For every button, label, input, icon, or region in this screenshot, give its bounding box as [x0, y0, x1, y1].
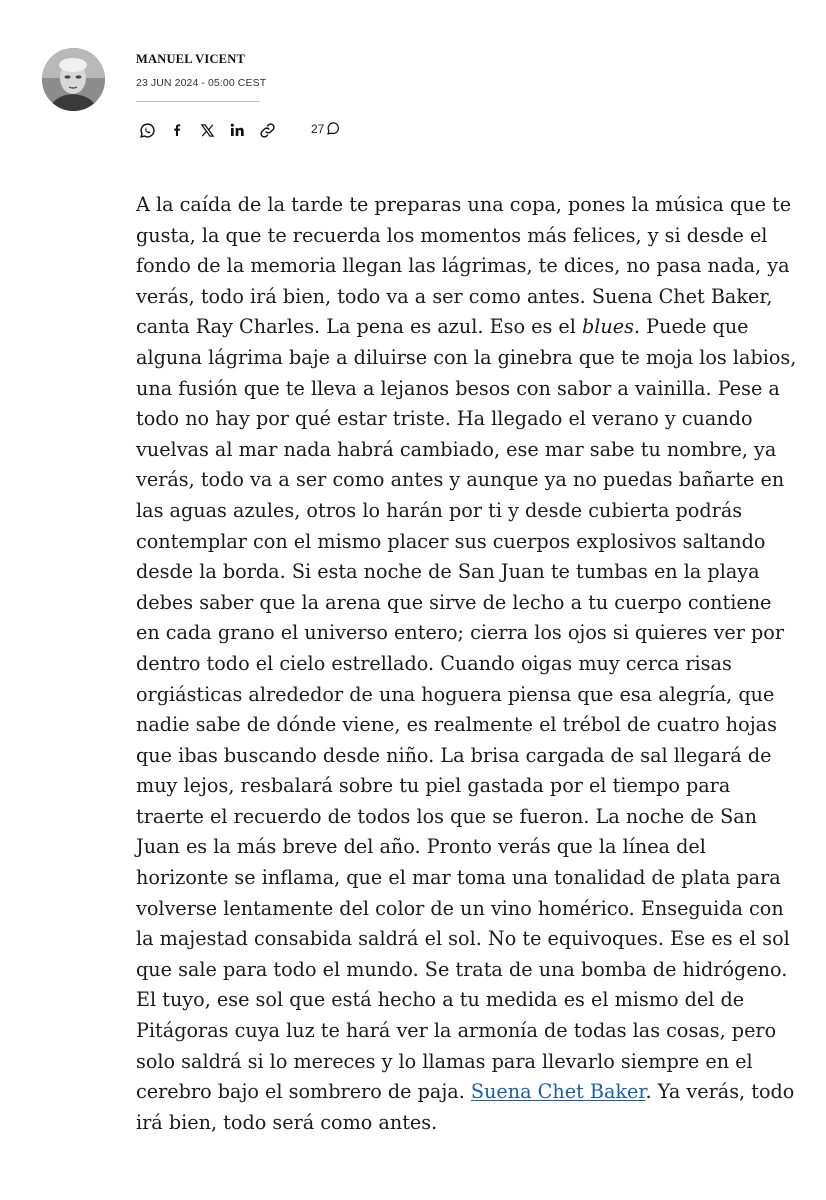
linkedin-icon[interactable] [227, 120, 247, 140]
article-text-part-1: A la caída de la tarde te preparas una copa, pones la música que te gusta, la que te recuerda los momentos más felices, y si desde el fondo de la memoria llegan las lágrimas, te dices, no pasa nada, ya verás, todo irá bien, todo va a ser como antes. Suena Chet Baker, canta Ray Charles. La pena es azul. Eso es el [136, 193, 792, 339]
article-emphasis: blues [582, 315, 634, 339]
publish-date: 23 JUN 2024 - 05:00 CEST [136, 77, 267, 89]
comment-count: 27 [311, 121, 325, 136]
author-photo [42, 48, 105, 111]
whatsapp-icon[interactable] [137, 120, 157, 140]
facebook-icon[interactable] [167, 120, 187, 140]
article-body [136, 190, 801, 1138]
share-bar [137, 119, 287, 141]
author-avatar[interactable] [42, 48, 105, 111]
comments-button[interactable] [311, 121, 341, 136]
link-icon[interactable] [257, 120, 277, 140]
meta-divider [136, 101, 260, 102]
comment-bubble-icon [326, 121, 341, 136]
article-text-part-3: . Ya verás, todo irá bien, todo será como antes. [136, 1080, 795, 1134]
suena-chet-baker-link[interactable]: Suena Chet Baker [470, 1080, 646, 1104]
x-icon[interactable] [197, 120, 217, 140]
author-name[interactable]: MANUEL VICENT [136, 52, 245, 66]
article-text-part-2: . Puede que alguna lágrima baje a diluirse con la ginebra que te moja los labios, una fusión que te lleva a lejanos besos con sabor a vainilla. Pese a todo no hay por qué estar triste. Ha llegado el verano y cuando vuelvas al mar nada habrá cambiado, ese mar sabe tu nombre, ya verás, todo va a ser como antes y aunque ya no puedas bañarte en las aguas azules, otros lo harán por ti y desde cubierta podrás contemplar con el mismo placer sus cuerpos explosivos saltando desde la borda. Si esta noche de San Juan te tumbas en la playa debes saber que la arena que sirve de lecho a tu cuerpo contiene en cada grano el universo entero; cierra los ojos si quieres ver por dentro todo el cielo estrellado. Cuando oigas muy cerca risas orgiásticas alrededor de una hoguera piensa que esa alegría, que nadie sabe de dónde viene, es realmente el trébol de cuatro hojas que ibas buscando desde niño. La brisa cargada de sal llegará de muy lejos, resbalará sobre tu piel gastada por el tiempo para traerte el recuerdo de todos los que se fueron. La noche de San Juan es la más breve del año. Pronto verás que la línea del horizonte se inflama, que el mar toma una tonalidad de plata para volverse lentamente del color de un vino homérico. Enseguida con la majestad consabida saldrá el sol. No te equivoques. Ese es el sol que sale para todo el mundo. Se trata de una bomba de hidrógeno. El tuyo, ese sol que está hecho a tu medida es el mismo del de Pitágoras cuya luz te hará ver la armonía de todas las cosas, pero solo saldrá si lo mereces y lo llamas para llevarlo siempre en el cerebro bajo el sombrero de paja. [136, 315, 797, 1104]
